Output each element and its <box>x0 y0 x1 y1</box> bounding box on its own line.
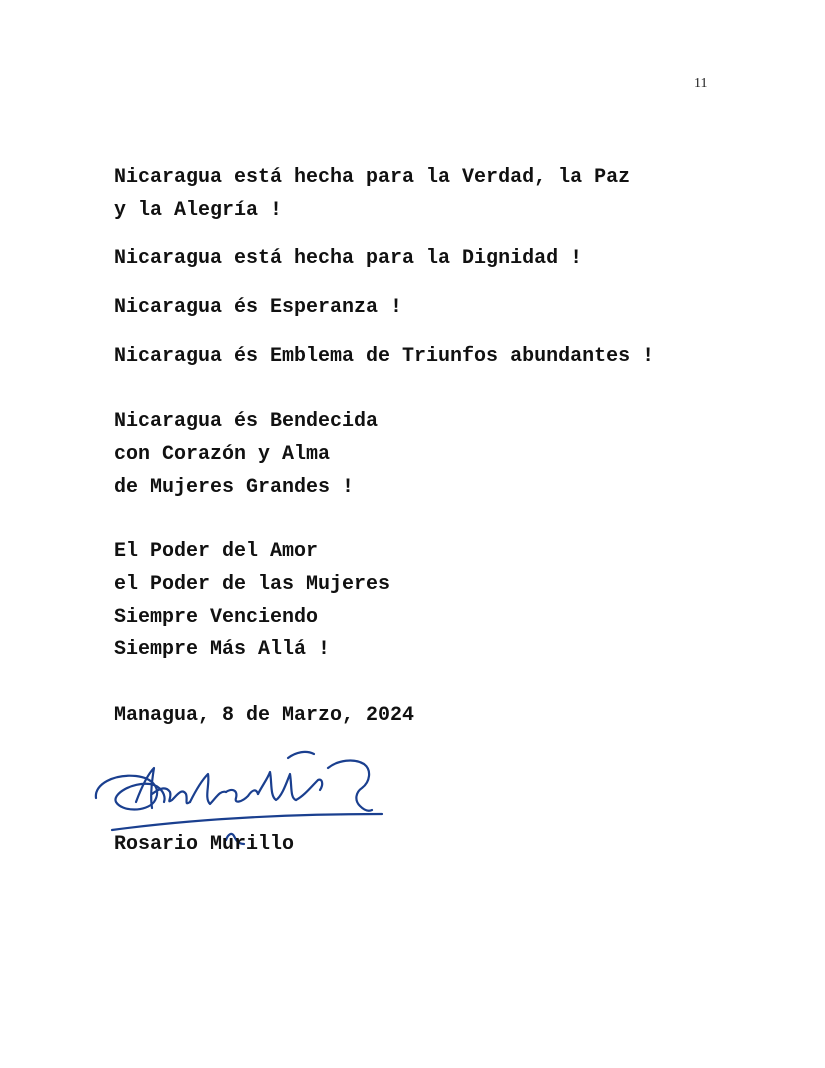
verse-line: El Poder del Amor <box>114 540 319 563</box>
signer-name: Rosario Murillo <box>114 833 295 856</box>
verse-line: con Corazón y Alma <box>114 443 331 466</box>
verse-line: Nicaragua está hecha para la Verdad, la Paz <box>114 166 631 189</box>
verse-line: Nicaragua está hecha para la Dignidad ! <box>114 247 583 270</box>
verse-line: Nicaragua és Bendecida <box>114 410 379 433</box>
verse-line: y la Alegría ! <box>114 199 283 222</box>
verse-line: Nicaragua és Emblema de Triunfos abundantes ! <box>114 345 655 368</box>
verse-line: Siempre Venciendo <box>114 606 319 629</box>
verse-line: el Poder de las Mujeres <box>114 573 391 596</box>
verse-line: de Mujeres Grandes ! <box>114 476 355 499</box>
verse-line: Nicaragua és Esperanza ! <box>114 296 403 319</box>
page-number: 11 <box>694 76 708 91</box>
place-date: Managua, 8 de Marzo, 2024 <box>114 704 415 727</box>
verse-line: Siempre Más Allá ! <box>114 638 331 661</box>
